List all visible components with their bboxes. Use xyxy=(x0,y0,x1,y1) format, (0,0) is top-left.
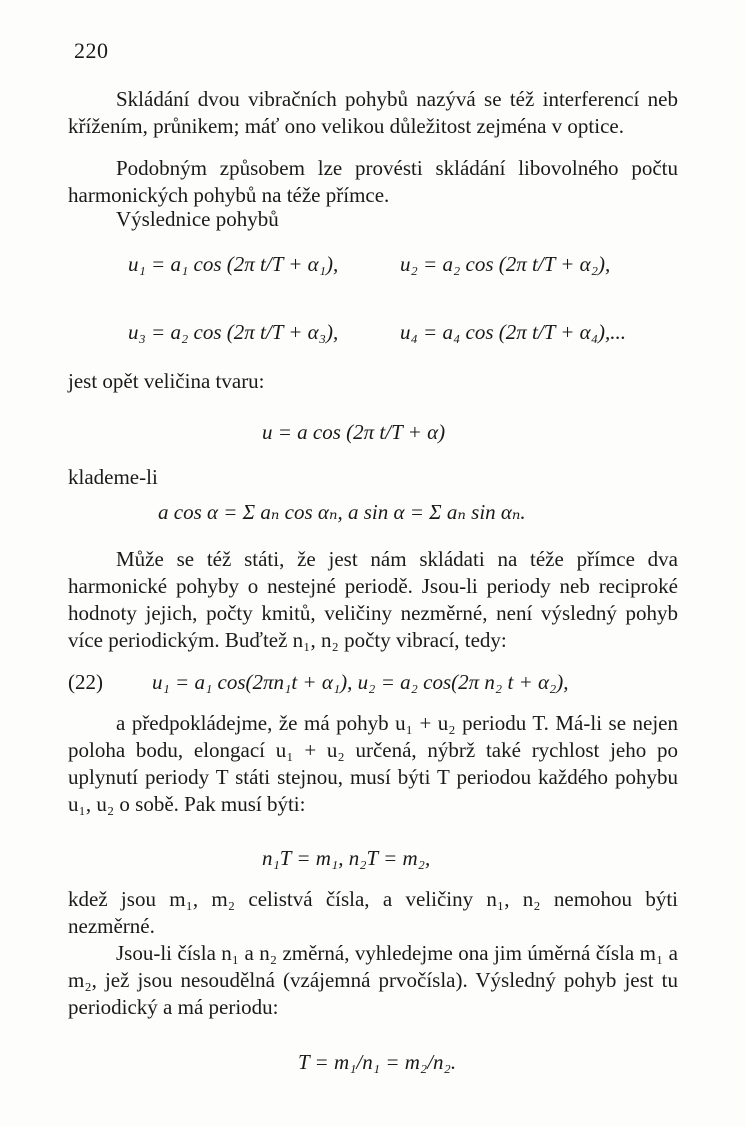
formula-sums xyxy=(158,500,526,525)
formula-u1 xyxy=(128,252,338,277)
equation-number-22: (22) xyxy=(68,670,103,694)
paragraph-unequal-periods-text: Může se též státi, že jest nám skládati na téže přímce dva harmonické pohyby o nestejné periodě. Jsou-li periody neb reciproké hodnoty jejich, počty kmitů, veličiny nezměrné, není výsledný pohyb více periodickým. Buďtež n₁, n₂ počty vibrací, tedy: xyxy=(68,547,678,652)
formula-u-resultant-text: u = a cos (2π t/T + α) xyxy=(262,420,446,444)
formula-final-period xyxy=(298,1050,456,1075)
formula-22-text: u₁ = a₁ cos(2πn₁t + α₁), u₂ = a₂ cos(2π n₂ t + α₂), xyxy=(152,670,569,694)
paragraph-harmonic-sum-text: Podobným způsobem lze provésti skládání libovolného počtu harmonických pohybů na téže přímce. xyxy=(68,156,678,207)
page-number: 220 xyxy=(74,38,109,63)
paragraph-assume-period xyxy=(68,710,678,818)
paragraph-integers-text: kdež jsou m₁, m₂ celistvá čísla, a veličiny n₁, n₂ nemohou býti nezměrné. xyxy=(68,887,678,938)
paragraph-put xyxy=(68,464,678,491)
paragraph-put-text: klademe-li xyxy=(68,465,158,489)
formula-final-period-text: T = m₁/n₁ = m₂/n₂. xyxy=(298,1050,457,1074)
formula-u2 xyxy=(400,252,610,277)
paragraph-interference-text: Skládání dvou vibračních pohybů nazývá se též interferencí neb křížením, průnikem; máť ono velikou důležitost zejména v optice. xyxy=(68,87,678,138)
formula-u3 xyxy=(128,320,338,345)
paragraph-form-text: jest opět veličina tvaru: xyxy=(68,369,265,393)
paragraph-form xyxy=(68,368,678,395)
formula-u2-text: u₂ = a₂ cos (2π t/T + α₂), xyxy=(400,252,611,276)
formula-periods xyxy=(262,846,430,871)
formula-u4-text: u₄ = a₄ cos (2π t/T + α₄),... xyxy=(400,320,626,344)
formula-u1-text: u₁ = a₁ cos (2π t/T + α₁), xyxy=(128,252,339,276)
formula-u3-text: u₃ = a₂ cos (2π t/T + α₃), xyxy=(128,320,339,344)
formula-u-resultant xyxy=(262,420,445,445)
paragraph-interference xyxy=(68,86,678,140)
paragraph-commensurable xyxy=(68,940,678,1021)
paragraph-harmonic-sum xyxy=(68,155,678,209)
paragraph-unequal-periods xyxy=(68,546,678,654)
formula-sums-text: a cos α = Σ aₙ cos αₙ, a sin α = Σ aₙ sin αₙ. xyxy=(158,500,526,524)
paragraph-commensurable-text: Jsou-li čísla n₁ a n₂ změrná, vyhledejme ona jim úměrná čísla m₁ a m₂, jež jsou nesoudělná (vzájemná prvočísla). Výsledný pohyb jest tu periodický a má periodu: xyxy=(68,941,678,1019)
formula-u4 xyxy=(400,320,626,345)
paragraph-integers xyxy=(68,886,678,940)
paragraph-assume-period-text: a předpokládejme, že má pohyb u₁ + u₂ periodu T. Má-li se nejen poloha bodu, elongací u₁ + u₂ určená, nýbrž také rychlost jeho po uplynutí periody T státi stejnou, musí býti T periodou každého pohybu u₁, u₂ o sobě. Pak musí býti: xyxy=(68,711,678,816)
formula-22 xyxy=(152,670,569,695)
paragraph-resultant-text: Výslednice pohybů xyxy=(116,207,279,231)
formula-periods-text: n₁T = m₁, n₂T = m₂, xyxy=(262,846,431,870)
paragraph-resultant xyxy=(68,206,678,233)
